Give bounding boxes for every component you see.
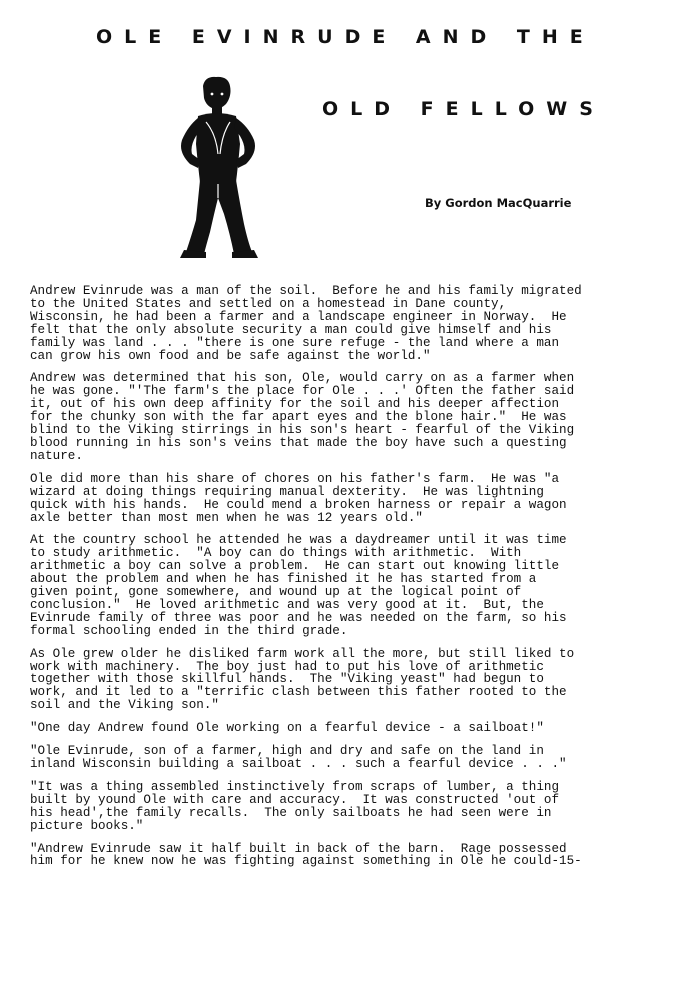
paragraph: Andrew was determined that his son, Ole, would carry on as a farmer when he was gone. "'The farm's the place for Ole . . .' Often the father said it, out of his own deep affinity for the soil and his deeper affection for the chunky son with the far apart eyes and the blone hair." He was blind to the Viking stirrings in his son's heart - fearful of the Viking blood running in his son's veins that made the boy have such a questing nature. — [30, 371, 575, 463]
title-line-2: OLD FELLOWS — [322, 98, 605, 120]
paragraph: "Ole Evinrude, son of a farmer, high and dry and safe on the land in inland Wisconsin building a sailboat . . . such a fearful device . . ." — [30, 744, 567, 771]
paragraph: "It was a thing assembled instinctively from scraps of lumber, a thing built by yound Ole with care and accuracy. It was constructed 'out of his head',the family recalls. The only sailboats he had seen were in picture books." — [30, 779, 560, 833]
paragraph: Ole did more than his share of chores on his father's farm. He was "a wizard at doing things requiring manual dexterity. He was lightning quick with his hands. He could mend a broken harness or repair a wagon axle better than most men when he was 12 years old." — [30, 471, 567, 525]
man-silhouette-icon — [170, 74, 270, 260]
title-line-1: OLE EVINRUDE AND THE — [96, 26, 595, 48]
paragraph: As Ole grew older he disliked farm work all the more, but still liked to work with machinery. The boy just had to put his love of arithmetic together with those skillful hands. The "Viking yeast" had begun to work, and it led to a "terrific clash between this father rooted to the soil and the Viking son." — [30, 646, 575, 713]
byline: By Gordon MacQuarrie — [425, 196, 572, 210]
paragraph: "Andrew Evinrude saw it half built in back of the barn. Rage possessed him for he knew now he was fighting against something in Ole he could — [30, 841, 567, 869]
paragraph: "One day Andrew found Ole working on a fearful device - a sailboat!" — [30, 721, 544, 736]
paragraph: At the country school he attended he was a daydreamer until it was time to study arithmetic. "A boy can do things with arithmetic. With arithmetic a boy can solve a problem. He can start out knowing little about the problem and when he has finished it he has started from a given point, gone somewhere, and wound up at the logical point of conclusion." He loved arithmetic and was very good at it. But, the Evinrude family of three was poor and he was needed on the farm, so his formal schooling ended in the third grade. — [30, 533, 567, 638]
last-paragraph — [30, 843, 680, 869]
paragraph: Andrew Evinrude was a man of the soil. Before he and his family migrated to the United States and settled on a homestead in Dane county, Wisconsin, he had been a farmer and a landscape engineer in Norway. He felt that the only absolute security a man could give himself and his family was land . . . "there is one sure refuge - the land where a man can grow his own food and be safe against the world." — [30, 284, 582, 363]
article-body — [30, 285, 680, 868]
page-number: -15- — [551, 854, 582, 869]
